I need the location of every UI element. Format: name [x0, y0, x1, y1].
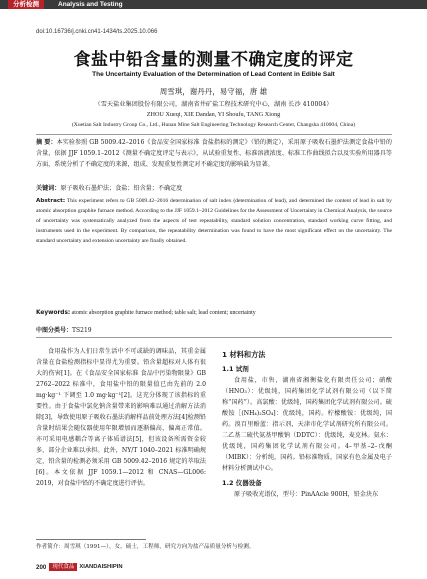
subsection-heading-instruments: 1.2 仪器设备 [222, 479, 262, 487]
section-heading-1: 1 材料和方法 [222, 350, 266, 359]
subsection-heading-reagents: 1.1 试剂 [222, 365, 249, 373]
affiliation-cn: （雪天盐业集团股份有限公司，湖南省井矿盐工程技术研究中心，湖南 长沙 410004） [94, 101, 333, 108]
abstract-en [36, 196, 392, 246]
journal-name-en: XIANDAISHIPIN [79, 564, 123, 570]
author-footnote: 作者简介：周雪琪（1991—），女，硕士，工程师，研究方向为盐产品质量分析与检测。 [36, 544, 255, 550]
instruments-paragraph: 原子吸收光谱仪，型号：PinAAcle 900H，铅金块东 [234, 491, 379, 498]
clc-label: 中图分类号： [36, 327, 73, 334]
journal-badge: 现代食品 [49, 563, 77, 571]
abstract-cn-text: 本实验参照 GB 5009.42–2016《食品安全国家标准 食盐指标的测定》（铅的测定），采用原子吸收石墨炉法测定食盐中铅的含量，依据 JJF 1059.1–2012《测量不确定度评定与表示》，从试验重复性、标准溶液浓度、标准工作曲线拟合以及实验所用器具等方面，系统分析了不确定度的来源，组成、发现重复性测定对不确定度的影响最为显著。 [36, 139, 392, 168]
keywords-en-text: atomic absorption graphite furnace method; table salt; lead content; uncertainty [71, 310, 256, 316]
keywords-cn-text: 原子吸收石墨炉法；食盐；铅含量；不确定度 [60, 185, 183, 192]
keywords-en-label: Keywords: [36, 310, 71, 316]
affiliation-en: (Xuetian Salt Industry Group Co., Ltd., Hunan Mine Salt Engineering Technology Research Center, Changsha 410004, China) [71, 122, 356, 128]
abstract-cn [36, 137, 392, 170]
section-name-en: Analysis and Testing [58, 1, 123, 8]
paper-title-cn: 食盐中铅含量的测量不确定度的评定 [73, 50, 354, 70]
authors-cn: 周雪琪，谢丹丹，易守福，唐 雄 [159, 87, 268, 96]
authors-en: ZHOU Xueqi, XIE Dandan, YI Shoufu, TANG Xiong [146, 111, 281, 118]
page-footer [36, 563, 123, 571]
reagents-paragraph: 食用盐，市售，湖南省湘衡盐化有限责任公司；硝酸（HNO₃）：优级纯，国药集团化学试剂有限公司（以下简称“国药”）。高氯酸：优级纯，国药集团化学试剂有限公司。硫酸铵［(NH₄)₂SO₄]：优级纯，国药。柠檬酸铵：优级纯，国药。溴百里酚蓝：指示剂，天津市化学试剂研究所有限公司。二乙基二硫代氨基甲酸钠（DDTC）：优级纯，麦克林。氨水：优级纯，国药集团化学试剂有限公司。4–甲基–2–戊酮（MIBK）：分析纯，国药。铅标准物质，国家有色金属及电子材料分析测试中心。 [222, 377, 392, 472]
divider-top [36, 134, 392, 135]
abstract-cn-label: 摘 要： [36, 139, 57, 146]
intro-paragraph: 食用盐作为人们日常生活中不可或缺的调味品，其重金属含量在食盐检测指标中显得尤为重要。铅含量超标对人体有很大的伤害[1]。在《食品安全国家标准 食品中污染物限量》GB 2762–2022 标准中，食用盐中铅的限量值已由先前的 2.0 mg·kg⁻¹ 下调至 1.0 mg·kg⁻¹[2]。这充分体现了该指标的重要性。由于食盐中氯化钠含量带来的影响难以通过消解方法消除[3]，导致使用原子吸收石墨法消解样品前处理方法[4]检测铅含量时结果会随仪器使用年限增加而逐渐偏高，偏离正常值。亦可采用电感耦合等离子体质谱法[5]，但该设备所需资金较多，部分企业难以承担。此外，NY/T 1040–2021 标准明确规定，铅含量的检测必须采用 GB 5009.42–2016 规定的萃取法[6]。本文依据 JJF 1059.1—2012 和 CNAS—GL006: 2019，对食盐中铅的不确定度进行评估。 [36, 348, 206, 487]
keywords-cn [36, 183, 392, 192]
divider-mid [36, 337, 392, 338]
page-number: 200 [36, 563, 47, 571]
paper-title-en: The Uncertainty Evaluation of the Determination of Lead Content in Edible Salt [92, 71, 335, 78]
clc-number [36, 325, 92, 334]
section-tag: 分析检测 [8, 0, 44, 9]
clc-value: TS219 [72, 327, 92, 334]
keywords-en [36, 310, 392, 316]
doi-line: doi:10.16736/j.cnki.cn41-1434/ts.2025.10.066 [36, 29, 158, 35]
right-column [222, 346, 392, 500]
footnote-divider [36, 539, 146, 540]
keywords-cn-label: 关键词： [36, 185, 61, 192]
abstract-en-label: Abstract: [36, 198, 66, 204]
abstract-en-text: This experiment refers to GB 5009.42–2016 determination of salt index (determination of lead), and determined the content of lead in salt by atomic absorption graphite furnace method. According to the JJF 1059.1–2012 Guidelines for the Assessment of Uncertainty in Chemical Analysis, the source of uncertainty was systematically analyzed from the aspects of test repeatability, standard solution concentration, standard working curve fitting, and instruments used in the experiment. By comparison, the repeatability determination was found to have the most significant effect on the uncertainty. The standard uncertainty and extension uncertainty are finally obtained. [36, 198, 392, 244]
